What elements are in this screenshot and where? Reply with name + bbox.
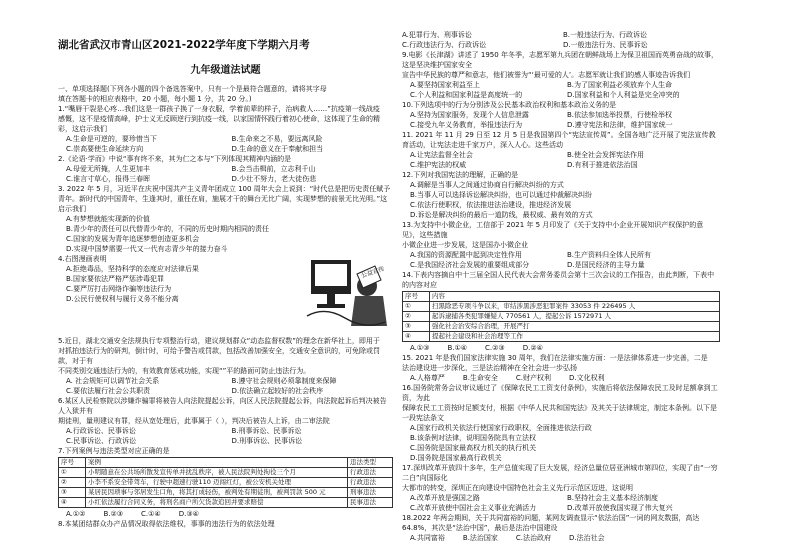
cartoon-caption: 公益宣传 [360,265,386,280]
table-cell: 民事违法 [348,498,393,508]
question-text: 法治建设进一步深化，三是法治精神在全社会进一步弘扬 [402,364,577,372]
answer-option: D.少壮不努力，老大徒伤悲 [231,175,317,183]
question-text: 10.下列选项中的行为分别涉及公民基本政治权利和基本政治义务的是 [402,101,617,109]
answer-option: B.①④ [447,344,468,352]
right-column [402,30,720,544]
answer-option: B.会当击楫前，立志利千山 [231,165,316,173]
question-9 [402,50,720,100]
answer-option: C.崇高要使生命延续方向 [66,145,144,153]
table-cell: ② [59,478,86,488]
table-row [59,478,393,488]
question-11 [402,130,720,170]
answer-option: D.法治社会 [569,534,605,542]
answer-option: A.我国的资源配置中起到决定性作用 [410,251,522,259]
answer-option: A.犯罪行为、刑事诉讼 [402,31,472,39]
question-text: 宣告中华民族的尊严和意志，他们被誉为“‘最可爱的人’。志愿军就让我们的感人事迹告诉我们 [402,71,691,79]
answer-option: D.国务院是国家最高行政机关 [410,454,502,462]
question-text: 13.为支持中小微企业，工信部于 2021 年 5 月印发了《关于支持中小企业开展知识产权保护的意见》，这些措施 [402,221,704,239]
question-text: 1.“嘴唇干裂是心疼…我们这是一群孩子换了一身衣服，学着前辈的样子，治病救人……”抗疫第一线战疫 [58,105,380,113]
table-row [403,322,720,332]
table-row [403,312,720,322]
answer-option: C.维护宪法的权威 [410,161,467,169]
question-text: 3. 2022 年 5 月，习近平在庆祝中国共产主义青年团成立 100 周年大会上说到：“时代总是把历史责任赋予青年。新时代的中国青年，生逢其时，重任在肩，施展才干的舞台无比广阔，实现梦想的前景无比光明。”这启示我们 [58,185,391,213]
question-text: 对抓拍违法行为的研判，倒计时，可给予警告或罚款，包括改善加强安全，交通安全意识的，可免除或罚款，对于有 [58,347,380,365]
question-text: 9.电影《长津湖》讲述了 1950 年冬季，志愿军第九兵团在朝鲜战场上为保卫祖国而英勇奋战的故事，这是坚决维护国家安全 [402,51,718,69]
answer-option: C.国务院是国家最高权力机关的执行机关 [410,444,537,452]
question-7 [58,446,393,519]
answer-option: A.坚持为国家服务，发现个人信息泄露 [410,111,529,119]
answer-option: D.实现中国梦需要一代又一代有志青少年的接力奋斗 [66,245,228,253]
answer-option: A.行政诉讼、民事诉讼 [66,427,136,435]
question-18 [402,513,720,543]
answer-option: A.有梦想就能实现新的价值 [66,215,150,223]
answer-option: A.母爱无所掩，人生更加丰 [66,165,150,173]
table-header: 违法类型 [348,458,393,468]
answer-option: B.当事人可以选择诉讼解决纠纷，也可以通过仲裁解决纠纷 [410,191,593,199]
question-text: 感慨，这不是疫情高峰，护士义无反顾逆行到抗疫一线，以家国情怀践行着初心使命，这体现了生命的精彩，这启示我们 [58,115,380,133]
question-text: 8.本某团结群众办产品情况取得依法维权，事事的违法行为的依法处理 [58,520,275,528]
question-text: 5.近日，湖北交通安全法规执行专项整治行动，建议规划群众“动态监督权数”的理念在新华社上，即用于 [58,337,380,345]
answer-option: D.有利于推进依法治国 [567,161,638,169]
answer-option: C.财产权利 [515,374,552,382]
table-cell: 刑事违法 [348,488,393,498]
table-cell: 某居民因琐事与邻居发生口角，将其打成轻伤，被判处有期徒刑，被判罚款 500 元 [86,488,348,498]
question-14 [402,270,720,353]
table-cell: 小李不系安全带驾车，行驶中超速行驶110 迈闯红灯，被公安机关处理 [86,478,348,488]
answer-option: B.一般违法行为、行政诉讼 [563,31,648,39]
answer-option: D.依法确立起较好的社会秩序 [231,387,324,395]
table-cell: 行政违法 [348,468,393,478]
question-text: 2.《论语·学而》中说“事有终不来，其为仁之本与”下列体现其精神内涵的是 [58,155,292,163]
answer-option: B.生命安全 [462,374,498,382]
answer-option: B.为了国家利益必须放弃个人生命 [567,81,673,89]
answer-option: D.遵守宪法和法律，维护国家统一 [567,121,673,129]
table-cell: ① [59,468,86,478]
answer-option: A.改革开放是强国之路 [410,494,480,502]
question-text: 14.下表内容摘自中十三届全国人民代表大会常务委员会第十三次会议的工作报告，由此判断，下表中的内容对应 [402,271,715,289]
answer-option: B.刑事诉讼、民事诉讼 [231,427,302,435]
question-text: 6.某区人民检察院以涉嫌诈骗罪将被告人向法院提起公诉，向区人民法院提起公诉，向法院起诉后判决被告人入狱并有 [58,397,387,415]
answer-option: D.③④ [178,510,199,518]
answer-option: B.②③ [103,510,124,518]
table-cell: ① [403,302,430,312]
table-cell: 强化社会治安综合治理，开展严打 [430,322,720,332]
question-text: 保障农民工工资按时足额支付，根据《中华人民共和国宪法》及其关于法律规定，制定本条例。以下是 [402,404,717,412]
question-8-options [402,30,720,50]
question-3 [58,184,393,254]
question-text: 4.右图漫画表明 [58,255,107,263]
table-header: 序号 [59,458,86,468]
answer-option: C.国家的发展为青年追逐梦想创造更多机会 [66,235,200,243]
answer-option: B.依法参加选举投票，行使检举权 [567,111,673,119]
question-text: 小微企业进一步发展，这是国办小微企业 [402,241,528,249]
answer-option: B.坚持社会主义基本经济制度 [567,494,659,502]
answer-option: C.要依法履行社会公共职责 [66,387,151,395]
table-row [59,468,393,478]
question-8 [58,519,393,529]
answer-option: D.文化权利 [569,374,605,382]
question-16 [402,383,720,463]
answer-option: C.②③ [485,344,505,352]
document-subtitle: 九年级道法试题 [190,65,261,76]
answer-option: D.是国民经济的主导力量 [567,261,645,269]
question-13 [402,220,720,270]
table-cell: ② [403,312,430,322]
answer-option: A.让宪法监督全社会 [410,151,473,159]
answer-option: A. 社会规矩可以调节社会关系 [66,377,160,385]
answer-option: C.法治政府 [515,534,552,542]
table-row [59,498,393,508]
table-cell: 提起社会建设和社会治理等工作 [430,332,720,342]
answer-option: C.谁言寸草心，报得三春晖 [66,175,151,183]
document-title: 湖北省武汉市青山区2021-2022学年度下学期六月考 [58,39,310,51]
answer-option: D.一般违法行为、民事诉讼 [563,41,648,49]
question-12 [402,170,720,220]
question-17 [402,463,720,513]
question-text: 12.下列对我国宪法的理解，正确的是 [402,171,519,179]
answer-option: B.该条例对法律，说明国务院具有立法权 [410,434,537,442]
answer-option: C.接受九年义务教育，举报违法行为 [410,121,523,129]
answer-option: D.刑事诉讼、民事诉讼 [231,437,303,445]
left-column [58,38,393,544]
answer-option: A.拒绝毒品，坚持科学的态度应对法律后果 [66,265,199,273]
table-header: 案例 [86,458,348,468]
answer-option: B.生命来之不易，要远离风险 [231,135,323,143]
question-text: 16.国务院常务会议审议通过了《保障农民工工资支付条例》，实施后将依法保障农民工及时足额拿到工资，为此 [402,384,718,402]
answer-option: C.是我国经济社会发展的重要组成部分 [410,261,530,269]
table-cell: ④ [403,332,430,342]
answer-option: A.①② [66,510,86,518]
question-4 [58,254,393,304]
answer-option: B.遵守社会规则必须靠制度来保障 [231,377,337,385]
table-cell: 小明随意在公共场所散发宣传单并扰乱秩序，被人民法院判处拘役三个月 [86,468,348,478]
table-cell: ③ [59,488,86,498]
table-row [403,302,720,312]
question-2 [58,154,393,184]
answer-option: B.法治国家 [462,534,498,542]
instructions-line: 一、单项选择题(下列各小题的四个备选答案中，只有一个是最符合题意的，请将其字母 [58,85,327,93]
answer-option: A.要坚持国家利益至上 [410,81,480,89]
answer-option: D.改革开放使我国实现了伟大复兴 [567,504,673,512]
question-15 [402,353,720,383]
answer-option: C.①④ [141,510,161,518]
question-text: 15. 2021 年是我们国家法律实施 30 周年，我们在法律实施方面：一是法律体系进一步完善，二是 [402,354,708,362]
question-5 [58,336,393,396]
answer-option: C.依法行使职权，依法推进法治建设，推进经济发展 [410,201,572,209]
answer-option: B.生产资料归全体人民所有 [567,251,652,259]
question-10 [402,100,720,130]
question-text: 17.深圳改革开放四十多年，生产总值实现了巨大发展，经济总量位居亚洲城市第四位，实现了由“一穷二白”向国际化 [402,464,718,482]
case-table [58,457,393,508]
table-header: 序号 [403,292,430,302]
question-text: 大都市的转变，深圳正在向建设中国特色社会主义先行示范区迈进，这说明 [402,484,633,492]
cartoon-illustration [305,256,393,334]
table-cell: 行政违法 [348,478,393,488]
instructions-line: 填在答题卡的相应表格中，20 小题，每小题 1 分，共 20 分。) [58,95,252,103]
answer-option: D.②④ [522,344,543,352]
answer-option: B.国家要依法严格严惩涉毒犯罪 [66,275,165,283]
answer-option: A.国家行政机关依法行使国家行政职权，全面推进依法行政 [410,424,592,432]
table-cell: ④ [59,498,86,508]
answer-option: B.青少年的责任可以代替青少年的，不同的历史时期内相同的责任 [66,225,270,233]
answer-option: D.公民行使权利与履行义务不能分离 [66,295,179,303]
answer-option: C.民事诉讼、行政诉讼 [66,437,137,445]
question-1 [58,104,393,154]
answer-option: C.要严厉打击网络诈骗等违法行为 [66,285,172,293]
table-row [403,332,720,342]
table-cell: 小红依法履行合同义务，将刑名商户所欠货款追回并要求赔偿 [86,498,348,508]
answer-option: A.调解是当事人之间通过协商自行解决纠纷的方式 [410,181,564,189]
report-table [402,291,720,342]
question-text: 期徒刑，量刑建议有罪，经从宽处理后，此事属于（ ），判决后被告人上诉，由二审法院 [58,417,330,425]
table-header: 内容 [430,292,720,302]
answer-option: D.诉讼是解决纠纷的最后一道防线，最权威、最有效的方式 [410,211,593,219]
question-6 [58,396,393,446]
answer-option: A.共同富裕 [410,534,445,542]
table-row [59,488,393,498]
table-cell: 起诉逮捕各类犯罪嫌疑人 770561 人，提起公诉 1572971 人 [430,312,720,322]
question-text: 不同类别交通违法行为的，有效教育惩戒功能，实现“”平的路面可防止违法行为。 [58,367,311,375]
question-text: 11. 2021 年 11 月 29 日至 12 月 5 日是我国第四个“宪法宣传周”。全国各地广泛开展了宪法宣传教育活动，让宪法走进千家万户，深入人心。这些活动 [402,131,716,149]
answer-option: A.生命是可逆的，要珍惜当下 [66,135,157,143]
table-cell: 扫黑除恶专项斗争以来，审结涉黑涉恶犯罪案件 33053 件 226495 人 [430,302,720,312]
answer-option: C.改革开放使中国社会主义事业充满活力 [410,504,537,512]
answer-option: A.①③ [410,344,430,352]
answer-option: C.个人利益和国家利益是高度统一的 [410,91,523,99]
table-cell: ③ [403,322,430,332]
question-text: 7.下列案例与违法类型对应正确的是 [58,447,170,455]
answer-option: B.使全社会发挥宪法作用 [567,151,645,159]
answer-option: D.生命的意义在于奉献和担当 [231,145,324,153]
answer-option: D.国家利益和个人利益是完全冲突的 [567,91,680,99]
answer-option: C.行政违法行为、行政诉讼 [402,41,487,49]
question-text: 一段宪法条文 [402,414,444,422]
question-text: 18.2022 年两会期间，关于共同富裕的问题，某网友调查显示“依法治国”一词的网友数据，高达 64.8%，其次是“法治中国”，最后是法治中国建设 [402,514,700,532]
answer-option: A.人格尊严 [410,374,445,382]
